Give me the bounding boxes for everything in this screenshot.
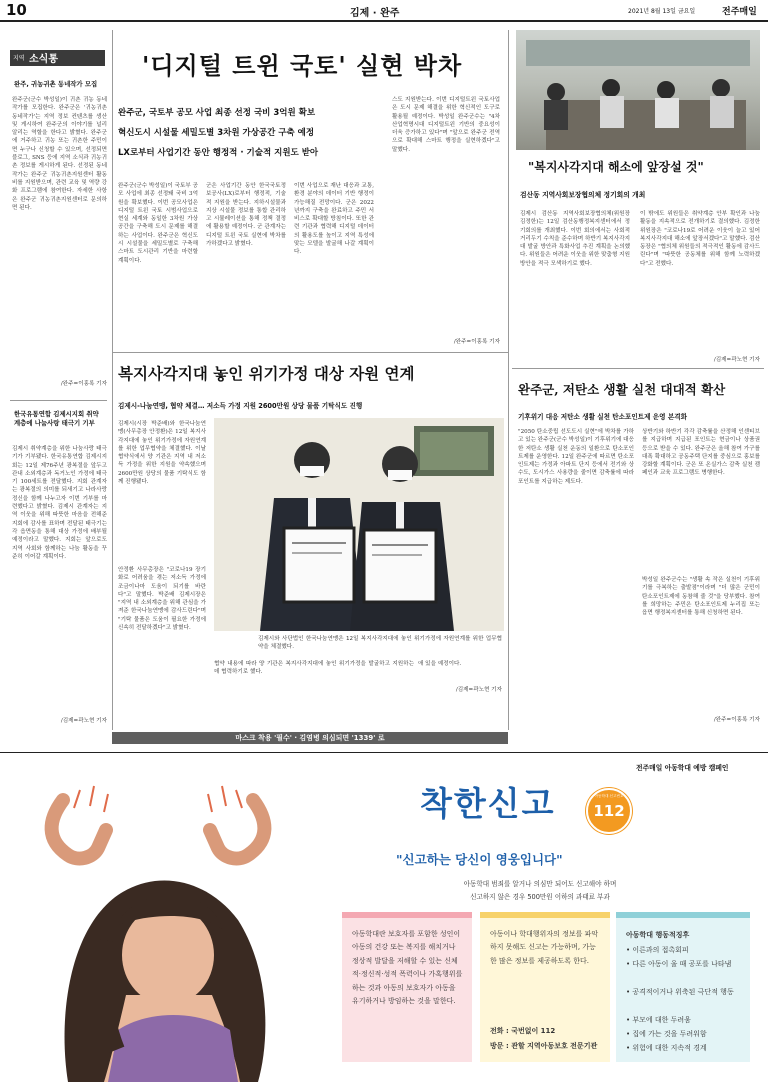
sidebar-item2-byline: /김제=곽노현 기자 — [60, 718, 107, 724]
sidebar-divider — [10, 400, 107, 401]
ad-badge-number: 112 — [593, 802, 625, 820]
ad-box3-item-text: 집에 가는 것을 두려워함 — [632, 1030, 707, 1038]
story4-headline: 완주군, 저탄소 생활 실천 대대적 확산 — [518, 382, 726, 397]
ad-box1-text: 아동학대란 보호자를 포함한 성인이 아동의 건강 또는 복지를 해치거나 정상적 발달을 저해할 수 있는 신체적·정신적·성적 폭력이나 가혹행위를 하는 것과 아동의 보호자가 아동을 유기하거나 방임하는 것을 말한다. — [352, 930, 463, 1006]
ad-campaign: 전주매일 아동학대 예방 캠페인 — [636, 764, 729, 772]
section-title: 김제 · 완주 — [350, 8, 400, 19]
story2-byline: /김제=곽노현 기자 — [713, 357, 760, 363]
story3-col2: 안정환 사무총장은 "코로나19 장기화로 어려움을 겪는 저소득 가정에 조금이나마 도움이 되기를 바란다"고 말했다. 박준배 김제시장은 "지역 내 소외계층을 위해 관심을 가져준 한국나눔연맹에 감사드린다"며 "기탁 물품은 도움이 필요한 가정에 신속히 전달하겠다"고 밝혔다. — [118, 567, 206, 632]
story1-col3: 이번 사업으로 재난 대응과 교통, 환경 분야의 데이터 기반 행정이 가능해질 전망이다. 군은 2022년까지 구축을 완료하고 주민 서비스로 확대할 방침이다. 또한 관련 기관과 협력해 디지털 데이터의 활용도를 높이고 지역 특성에 맞는 모델을 발굴해 나갈 계획이다. — [294, 183, 374, 256]
story4-byline: /완주=이홍록 기자 — [713, 717, 760, 723]
ad-box3-item-text: 다른 아동이 울 때 공포를 나타냄 — [632, 960, 732, 968]
ad-desc2: 신고하지 않은 경우 500만원 이하의 과태료 부과 — [470, 893, 610, 901]
page-number: 10 — [6, 1, 27, 19]
sidebar-item1-body: 완주군(군수 박성일)이 귀촌 귀농 동네작가를 모집한다. 완주군은 '귀농귀촌 동네작가'는 지역 정보 컨텐츠를 생산 및 게시하여 완주군의 이야기를 널리 알리는 역할을 한다고 밝혔다. 완주군에 거주하고 귀농 또는 귀촌한 주민이면 누구나 신청할 수 있으며, 선정되면 블로그, SNS 등에 지역 소식과 귀농귀촌 정보를 게시하게 된다. 선정된 동네작가는 완주군 귀농귀촌지원센터 활동비를 지원받으며, 관련 교육 및 역량 강화 프로그램에 참여한다. 자세한 사항은 완주군 귀농귀촌지원센터로 문의하면 된다. — [12, 97, 107, 211]
ad-box3-item-text: 공격적이거나 위축된 극단적 행동 — [632, 988, 734, 996]
story2-quote: "복지사각지대 해소에 앞장설 것" — [528, 160, 704, 174]
story3-col3: 협약 내용에 따라 양 기관은 복지사각지대에 놓인 위기가정을 발굴하고 지원하는 데 협력하기로 했다. — [214, 661, 414, 676]
story3-col1: 김제시(시장 박준배)와 한국나눔연맹(사무총장 안정환)은 12일 복지사각지대에 놓인 위기가정에 자원연계를 위한 업무협약을 체결했다. 이날 협약식에서 양 기관은 지역 내 저소득 가정을 위한 지원을 약속했으며 2600만원 상당의 물품 기탁식도 함께 진행됐다. — [118, 421, 206, 486]
ad-box3-item: • 부모에 대한 두려움 — [626, 1016, 691, 1024]
ad-illustration — [8, 780, 308, 1082]
masthead-rule — [0, 20, 768, 22]
story4-col1: "2050 탄소중립 선도도시 실현"에 박차를 가하고 있는 완주군(군수 박성일)이 기후위기에 대응한 저탄소 생활 실천 운동의 일환으로 탄소포인트제를 운영한다. 12일 완주군에 따르면 탄소포인트제는 가정과 아파트 단지 등에서 전기와 상수도, 도시가스 사용량을 줄이면 감축률에 따라 포인트를 지급하는 제도다. — [518, 429, 634, 485]
ad-box2-text: 아동이나 학대행위자의 정보를 파악하지 못해도 신고는 가능하며, 가능한 많은 정보를 제공하도록 한다. — [490, 930, 599, 965]
story2-col2: 이 밖에도 위원들은 취약계층 안부 확인과 나눔 활동을 지속적으로 전개하기로 결의했다. 김정한 위원장은 "코로나19로 어려운 이웃이 늘고 있어 복지사각지대 해소에 앞장서겠다"고 말했다. 검산동장은 "협의체 위원들의 적극적인 활동에 감사드린다"며 "따뜻한 공동체를 위해 함께 노력하겠다"고 전했다. — [640, 211, 760, 267]
ad-badge-top: 아동학대 신고번호 — [594, 794, 624, 798]
story1-col2: 군은 사업기간 동안 한국국토정보공사(LX)로부터 행정적, 기술적 지원을 받는다. 지하시설물과 지상 시설물 정보를 통합 관리하고 시뮬레이션을 통해 정책 결정에 활용할 예정이다. 군 관계자는 디지털 트윈 국토 실현에 박차를 가하겠다고 밝혔다. — [206, 183, 286, 248]
story3-headline: 복지사각지대 놓인 위기가정 대상 자원 연계 — [118, 364, 415, 383]
ad-box3-item-text: 부모에 대한 두려움 — [632, 1016, 691, 1024]
story1-sub3: LX로부터 사업기간 동안 행정적 · 기술적 지원도 받아 — [118, 148, 319, 158]
story1-sub2: 혁신도시 시설물 세밀도별 3차원 가상공간 구축 예정 — [118, 128, 315, 138]
sidebar-item2-title: 한국유통연합 김제시지회 취약계층에 나눔사랑 태극기 기부 — [14, 410, 99, 427]
ad-box3-item: • 집에 가는 것을 두려워함 — [626, 1030, 707, 1038]
ad-box3-item: • 위험에 대한 지속적 경계 — [626, 1044, 707, 1052]
col-divider-1 — [112, 30, 113, 730]
ad-box2-visit: 방문 : 관할 지역아동보호 전문기관 — [490, 1042, 598, 1050]
story3-byline: /김제=곽노현 기자 — [455, 687, 502, 693]
issue-date: 2021년 8월 13일 금요일 — [628, 8, 696, 15]
story3-caption: 김제시와 사단법인 한국나눔연맹은 12일 복지사각지대에 놓인 위기가정에 자원연계를 위한 업무협약을 체결했다. — [258, 636, 502, 651]
ad-box2-phone: 전화 : 국번없이 112 — [490, 1027, 556, 1035]
story2-col1: 김제시 검산동 지역사회보장협의체(위원장 김정한)는 12일 검산동행정복지센터에서 정기회의를 개최했다. 이번 회의에서는 사회적 거리두기 수칙을 준수하며 하반기 복지사각지대 발굴 방안과 특화사업 추진 계획을 논의했다. 위원들은 어려운 이웃을 위한 맞춤형 지원 방안을 적극 모색하기로 했다. — [520, 211, 630, 267]
story4-sub: 기후위기 대응 저탄소 생활 실천 탄소포인트제 운영 본격화 — [518, 413, 687, 421]
agreement-photo — [214, 418, 504, 631]
meeting-photo — [516, 30, 760, 150]
story1-sub1: 완주군, 국토부 공모 사업 최종 선정 국비 3억원 확보 — [118, 108, 316, 118]
paper-name: 전주매일 — [722, 7, 757, 17]
story1-rule — [112, 352, 508, 353]
sidebar-title: 소식통 — [29, 54, 58, 65]
story4-col2: 상반기와 하반기 각각 감축률을 산정해 인센티브를 지급하며 지급된 포인트는 현금이나 상품권 등으로 받을 수 있다. 완주군은 올해 참여 가구를 대폭 확대하고 공동주택 단지를 중심으로 홍보를 강화할 계획이다. 군은 또 온실가스 감축 실천 캠페인과 교육 프로그램도 병행한다. — [642, 429, 760, 477]
col-divider-2 — [508, 30, 509, 730]
sidebar-item1-title: 완주, 귀농귀촌 동네작가 모집 — [14, 80, 98, 88]
story1-col1: 완주군(군수 박성일)이 국토부 공모 사업에 최종 선정돼 국비 3억원을 확보했다. 이번 공모사업은 디지털 트윈 국토 시범사업으로 현실 세계와 동일한 3차원 가상공간을 구축해 도시 문제를 해결하는 사업이다. 완주군은 혁신도시 시설물을 세밀도별로 구축해 스마트 도시관리 기반을 마련할 계획이다. — [118, 183, 198, 264]
ad-box3-item: • 공격적이거나 위축된 극단적 행동 — [626, 988, 734, 996]
ad-desc1: 아동학대 범죄를 알거나 의심만 되어도 신고해야 하며 — [463, 880, 617, 888]
story2-rule — [512, 368, 764, 369]
story1-headline: '디지털 트윈 국토' 실현 박차 — [142, 51, 463, 80]
ad-box3-item-text: 위험에 대한 지속적 경계 — [632, 1044, 707, 1052]
ad-box3-title: 아동학대 행동적징후 — [626, 931, 690, 939]
story1-col4: 스도 지원받는다. 이번 디지털트윈 국토사업은 도시 문제 해결을 위한 혁신적인 도구로 활용될 예정이다. 박성일 완주군수는 "4차 산업혁명시대 디지털트윈 기반의 중요성이 더욱 증가하고 있다"며 "앞으로 완주군 전역으로 확대해 스마트 행정을 실현하겠다"고 말했다. — [392, 97, 500, 153]
sidebar-tag: 지역 — [13, 55, 25, 62]
story3-sub: 김제시-나눔연맹, 협약 체결… 저소득 가정 지원 2600만원 상당 물품 기탁식도 진행 — [118, 402, 363, 410]
ad-title: 착한신고 — [420, 784, 556, 823]
story2-sub: 검산동 지역사회보장협의체 정기회의 개최 — [520, 191, 646, 199]
ad-box3-item-text: 이른과의 접촉회피 — [632, 946, 689, 954]
story1-byline: /완주=이홍록 기자 — [453, 339, 500, 345]
ad-top-rule — [0, 752, 768, 753]
ad-box3-item: • 다른 아동이 울 때 공포를 나타냄 — [626, 960, 732, 968]
sidebar-item1-byline: /완주=이홍록 기자 — [60, 381, 107, 387]
ad-box3-item: • 이른과의 접촉회피 — [626, 946, 689, 954]
ad-slogan: "신고하는 당신이 영웅입니다" — [396, 852, 563, 867]
story4-col3: 박성일 완주군수는 "생활 속 작은 실천이 기후위기를 극복하는 출발점"이라며 "더 많은 군민이 탄소포인트제에 동참해 줄 것"을 당부했다. 참여를 희망하는 주민은 탄소포인트제 누리집 또는 읍면 행정복지센터를 통해 신청하면 된다. — [642, 577, 760, 617]
footer-banner-text: 마스크 착용 '필수' · 김염병 의심되면 '1339' 로 — [235, 734, 385, 742]
story3-col4: 애 있을 예정이다. — [418, 661, 462, 667]
sidebar-item2-body: 김제시 취약계층을 위한 나눔사랑 태극기가 기부됐다. 한국유통연합 김제시지회는 12일 제76주년 광복절을 앞두고 관내 소외계층과 독거노인 가정에 태극기 100세트를 전달했다. 지회 관계자는 광복절의 의미를 되새기고 나라사랑 정신을 함께 나누고자 이번 기부를 마련했다고 밝혔다. 김제시 관계자는 지역 이웃을 위해 따뜻한 마음을 전해준 지회에 감사를 표하며 전달된 태극기는 각 읍면동을 통해 대상 가정에 배부될 예정이라고 말했다. 지회는 앞으로도 지역 사회와 함께하는 나눔 활동을 꾸준히 이어갈 계획이다. — [12, 446, 107, 560]
